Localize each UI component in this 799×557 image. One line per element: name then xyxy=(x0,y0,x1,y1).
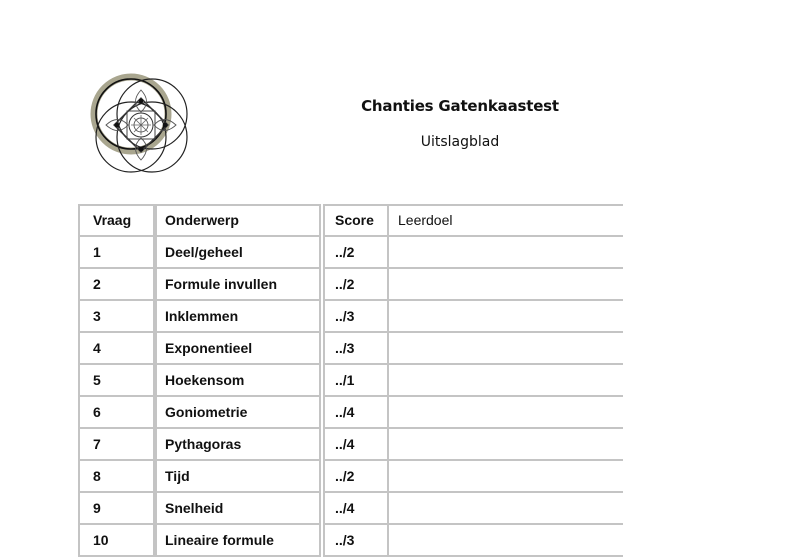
document-title: Chanties Gatenkaastest xyxy=(361,97,559,115)
cell-vraag: 1 xyxy=(80,237,153,269)
celtic-knot-circles-logo-icon xyxy=(86,70,192,176)
cell-vraag: 3 xyxy=(80,301,153,333)
cell-vraag: 6 xyxy=(80,397,153,429)
cell-score: ../4 xyxy=(325,493,387,525)
header-onderwerp: Onderwerp xyxy=(157,206,319,237)
cell-score: ../2 xyxy=(325,269,387,301)
column-onderwerp xyxy=(155,204,321,557)
column-leerdoel xyxy=(387,204,623,557)
cell-score: ../4 xyxy=(325,397,387,429)
cell-leerdoel[interactable] xyxy=(389,493,623,525)
cell-score: ../3 xyxy=(325,333,387,365)
cell-onderwerp: Tijd xyxy=(157,461,319,493)
cell-leerdoel[interactable] xyxy=(389,525,623,557)
cell-score: ../3 xyxy=(325,301,387,333)
header-score: Score xyxy=(325,206,387,237)
cell-vraag: 2 xyxy=(80,269,153,301)
cell-score: ../4 xyxy=(325,429,387,461)
column-score xyxy=(323,204,387,557)
cell-onderwerp: Deel/geheel xyxy=(157,237,319,269)
cell-onderwerp: Goniometrie xyxy=(157,397,319,429)
cell-vraag: 5 xyxy=(80,365,153,397)
cell-vraag: 10 xyxy=(80,525,153,557)
column-vraag xyxy=(78,204,155,557)
cell-score: ../3 xyxy=(325,525,387,557)
cell-score: ../2 xyxy=(325,237,387,269)
cell-onderwerp: Hoekensom xyxy=(157,365,319,397)
cell-vraag: 4 xyxy=(80,333,153,365)
cell-onderwerp: Snelheid xyxy=(157,493,319,525)
cell-leerdoel[interactable] xyxy=(389,301,623,333)
document-subtitle: Uitslagblad xyxy=(420,134,500,150)
cell-onderwerp: Pythagoras xyxy=(157,429,319,461)
cell-onderwerp: Formule invullen xyxy=(157,269,319,301)
cell-vraag: 9 xyxy=(80,493,153,525)
cell-leerdoel[interactable] xyxy=(389,429,623,461)
cell-leerdoel[interactable] xyxy=(389,237,623,269)
cell-onderwerp: Inklemmen xyxy=(157,301,319,333)
celtic-knot-logo xyxy=(86,70,192,176)
cell-leerdoel[interactable] xyxy=(389,333,623,365)
cell-onderwerp: Lineaire formule xyxy=(157,525,319,557)
cell-vraag: 8 xyxy=(80,461,153,493)
cell-leerdoel[interactable] xyxy=(389,365,623,397)
header-vraag: Vraag xyxy=(80,206,153,237)
header-leerdoel: Leerdoel xyxy=(389,206,623,237)
cell-vraag: 7 xyxy=(80,429,153,461)
cell-leerdoel[interactable] xyxy=(389,269,623,301)
cell-score: ../2 xyxy=(325,461,387,493)
cell-leerdoel[interactable] xyxy=(389,461,623,493)
cell-onderwerp: Exponentieel xyxy=(157,333,319,365)
cell-leerdoel[interactable] xyxy=(389,397,623,429)
cell-score: ../1 xyxy=(325,365,387,397)
